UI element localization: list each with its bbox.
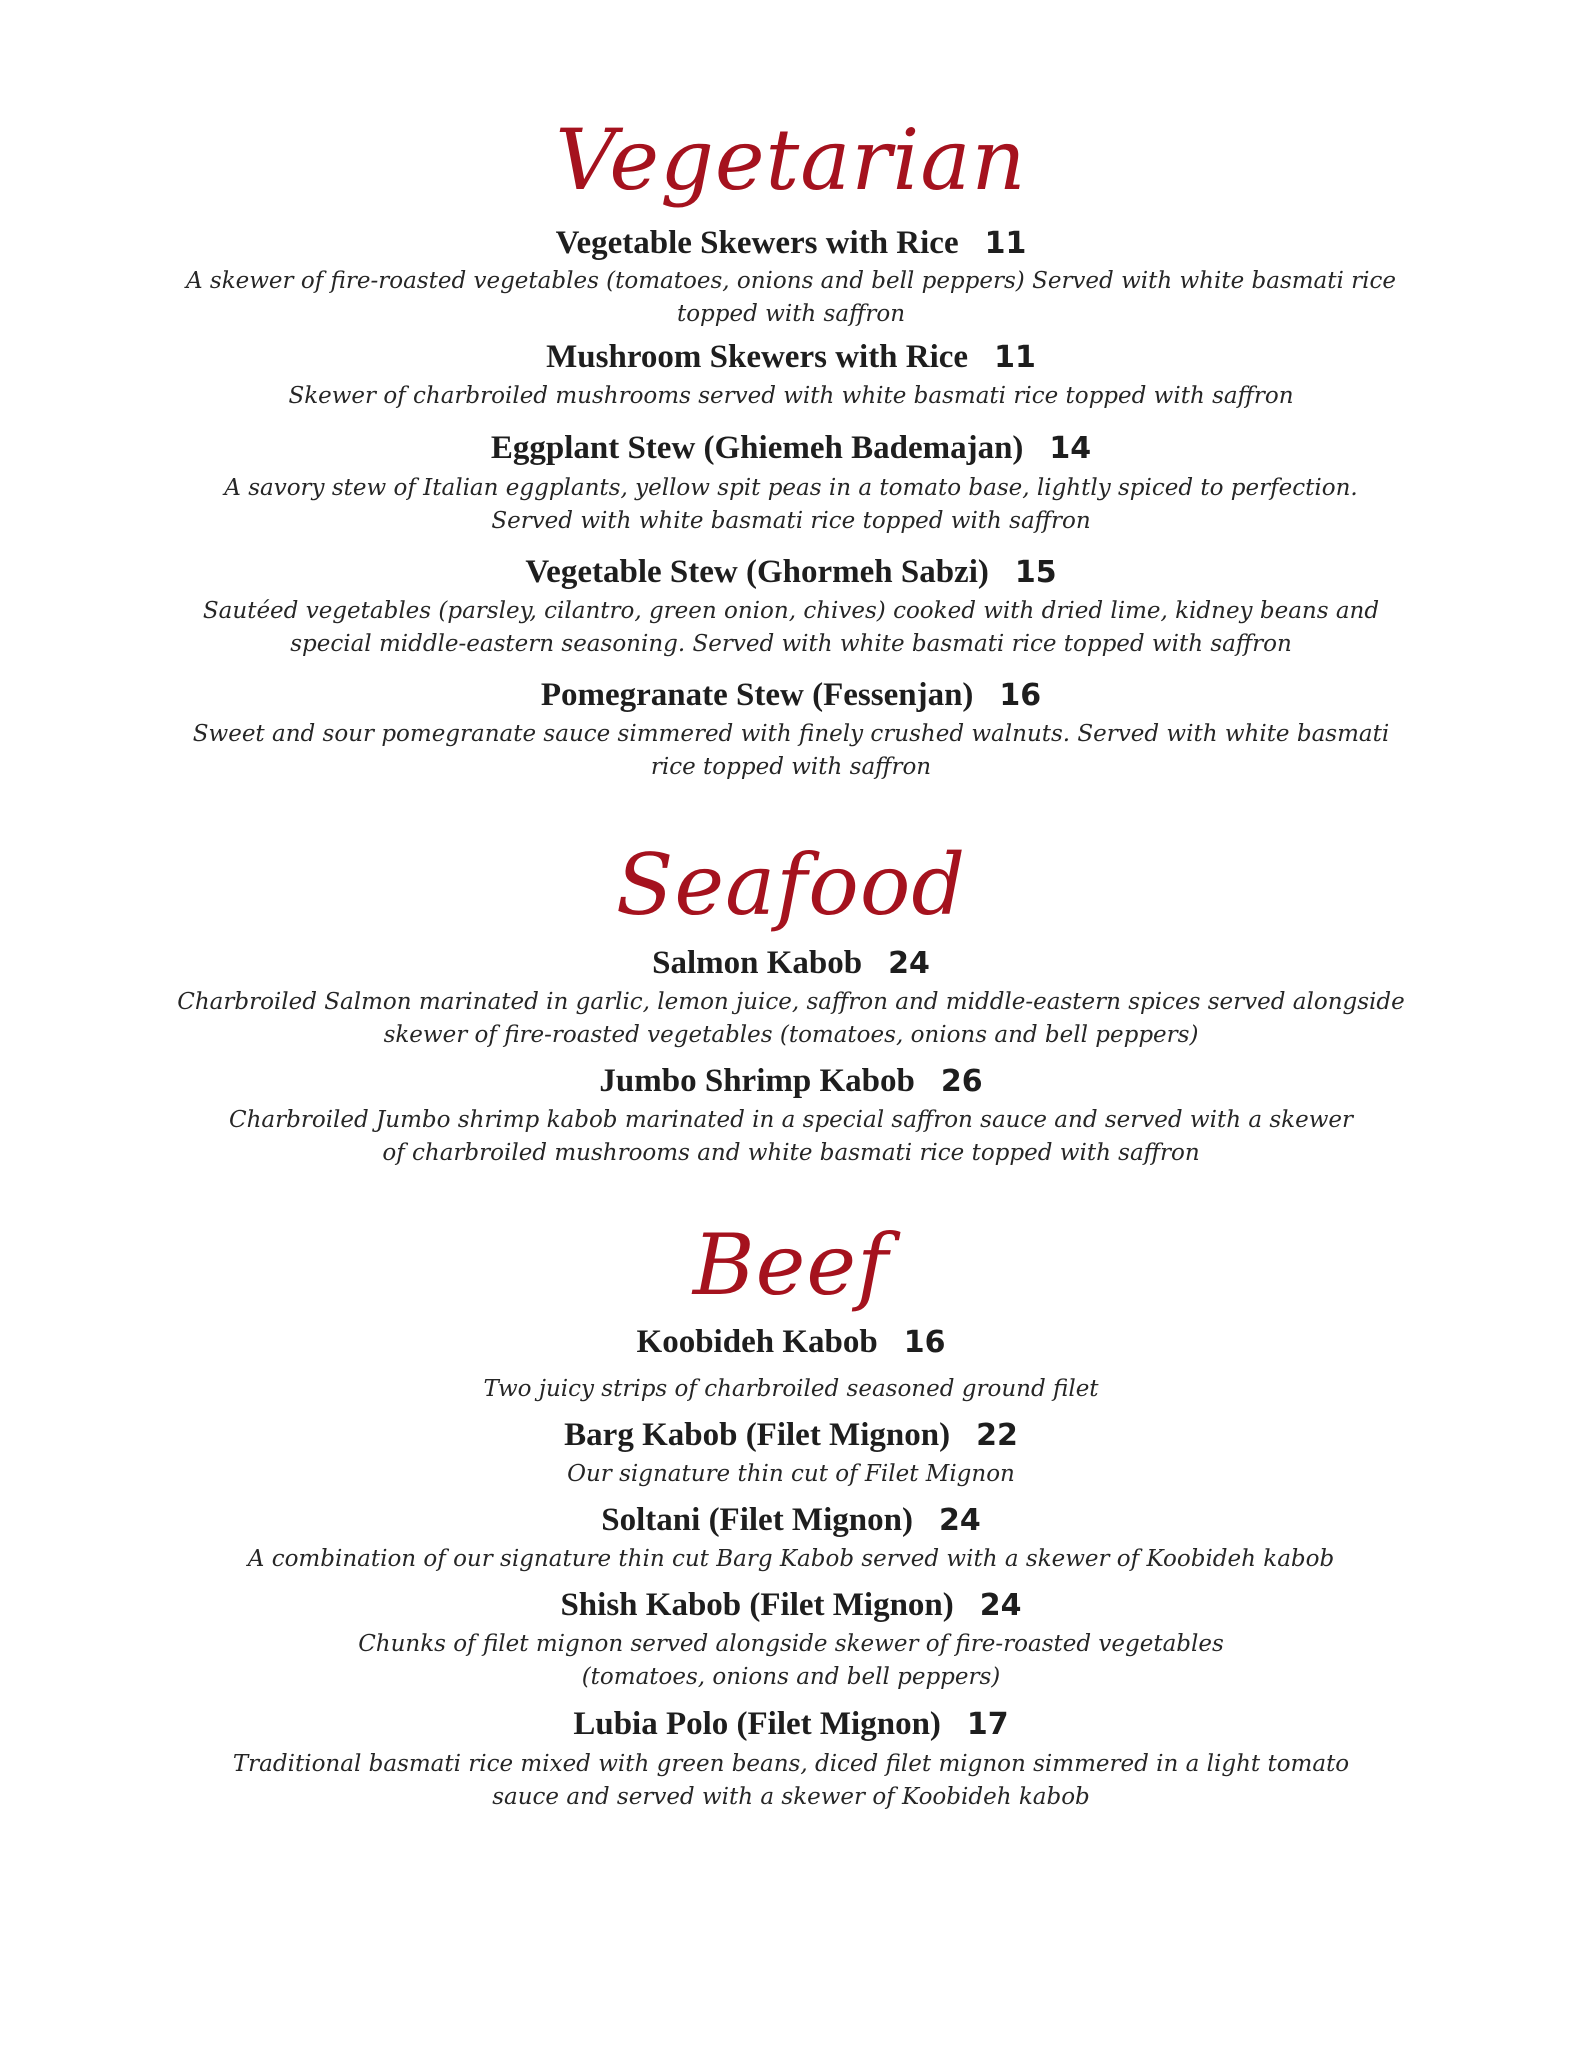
description-line: rice topped with saffron: [650, 754, 932, 780]
menu-item-description: [0, 1628, 1582, 1694]
section-title-vegetarian: Vegetarian: [555, 111, 1027, 209]
description-line: topped with saffron: [676, 301, 906, 327]
description-line: Traditional basmati rice mixed with green beans, diced filet mignon simmered in a light tomato: [232, 1751, 1350, 1777]
description-line: of charbroiled mushrooms and white basmati rice topped with saffron: [382, 1140, 1200, 1166]
description-line: Two juicy strips of charbroiled seasoned ground filet: [483, 1376, 1099, 1402]
menu-item-price: 15: [1014, 555, 1057, 590]
menu-item-name: Vegetable Skewers with Rice: [555, 225, 959, 261]
menu-item-description: [0, 718, 1582, 784]
description-line: A combination of our signature thin cut Barg Kabob served with a skewer of Koobideh kabob: [247, 1546, 1335, 1572]
menu-item-heading: [0, 336, 1582, 384]
menu-item-heading: [0, 1584, 1582, 1632]
menu-item-name: Pomegranate Stew (Fessenjan): [540, 677, 974, 713]
menu-item-description: [0, 1373, 1582, 1406]
menu-item-price: 11: [984, 226, 1027, 261]
description-line: (tomatoes, onions and bell peppers): [581, 1664, 1001, 1690]
description-line: A skewer of fire-roasted vegetables (tomatoes, onions and bell peppers) Served with white basmati rice: [185, 268, 1397, 294]
menu-item-name: Jumbo Shrimp Kabob: [599, 1063, 915, 1099]
menu-item-heading: [0, 427, 1582, 475]
description-line: Charbroiled Jumbo shrimp kabob marinated in a special saffron sauce and served with a skewer: [229, 1107, 1353, 1133]
description-line: Chunks of filet mignon served alongside skewer of fire-roasted vegetables: [358, 1631, 1224, 1657]
menu-item-heading: [0, 1703, 1582, 1751]
menu-item-description: [0, 1748, 1582, 1814]
description-line: Charbroiled Salmon marinated in garlic, lemon juice, saffron and middle-eastern spices served alongside: [177, 989, 1405, 1015]
menu-item-heading: [0, 1499, 1582, 1547]
description-line: skewer of fire-roasted vegetables (tomatoes, onions and bell peppers): [383, 1022, 1199, 1048]
menu-item-name: Mushroom Skewers with Rice: [546, 339, 969, 375]
menu-item-heading: [0, 551, 1582, 599]
menu-item-price: 16: [903, 1325, 946, 1360]
description-line: A savory stew of Italian eggplants, yellow spit peas in a tomato base, lightly spiced to perfection.: [224, 475, 1358, 501]
description-line: special middle-eastern seasoning. Served with white basmati rice topped with saffron: [290, 631, 1292, 657]
menu-item-name: Koobideh Kabob: [636, 1324, 878, 1360]
menu-item-heading: [0, 674, 1582, 722]
menu-item-price: 16: [999, 678, 1042, 713]
description-line: Sautéed vegetables (parsley, cilantro, green onion, chives) cooked with dried lime, kidney beans and: [202, 598, 1380, 624]
menu-item-name: Shish Kabob (Filet Mignon): [560, 1587, 954, 1623]
menu-item-name: Eggplant Stew (Ghiemeh Bademajan): [490, 430, 1024, 466]
menu-item-price: 17: [966, 1707, 1009, 1742]
section-title-seafood: Seafood: [615, 836, 967, 934]
menu-item-description: [0, 265, 1582, 331]
menu-item-description: [0, 1104, 1582, 1170]
menu-item-description: [0, 1543, 1582, 1576]
menu-item-name: Soltani (Filet Mignon): [601, 1502, 913, 1538]
menu-item-description: [0, 1458, 1582, 1491]
description-line: Our signature thin cut of Filet Mignon: [567, 1461, 1015, 1487]
menu-item-description: [0, 986, 1582, 1052]
menu-item-description: [0, 380, 1582, 413]
menu-item-price: 14: [1049, 431, 1092, 466]
menu-item-price: 11: [994, 340, 1036, 375]
menu-item-heading: [0, 942, 1582, 990]
description-line: Skewer of charbroiled mushrooms served with white basmati rice topped with saffron: [288, 383, 1294, 409]
menu-item-name: Salmon Kabob: [652, 945, 863, 981]
description-line: Served with white basmati rice topped with saffron: [491, 508, 1091, 534]
menu-item-heading: [0, 1060, 1582, 1108]
menu-item-description: [0, 595, 1582, 661]
menu-item-heading: [0, 1321, 1582, 1369]
description-line: sauce and served with a skewer of Koobideh kabob: [492, 1784, 1090, 1810]
menu-item-price: 26: [940, 1064, 983, 1099]
menu-item-heading: [0, 222, 1582, 270]
menu-item-heading: [0, 1414, 1582, 1462]
menu-item-price: 24: [979, 1588, 1022, 1623]
description-line: Sweet and sour pomegranate sauce simmered with finely crushed walnuts. Served with white basmati: [192, 721, 1390, 747]
menu-item-name: Lubia Polo (Filet Mignon): [573, 1706, 941, 1742]
menu-item-description: [0, 472, 1582, 538]
menu-item-name: Barg Kabob (Filet Mignon): [564, 1417, 951, 1453]
menu-item-price: 24: [888, 946, 930, 981]
section-title-beef: Beef: [692, 1216, 890, 1314]
menu-item-price: 22: [976, 1418, 1018, 1453]
menu-item-price: 24: [938, 1503, 981, 1538]
menu-item-name: Vegetable Stew (Ghormeh Sabzi): [525, 554, 989, 590]
